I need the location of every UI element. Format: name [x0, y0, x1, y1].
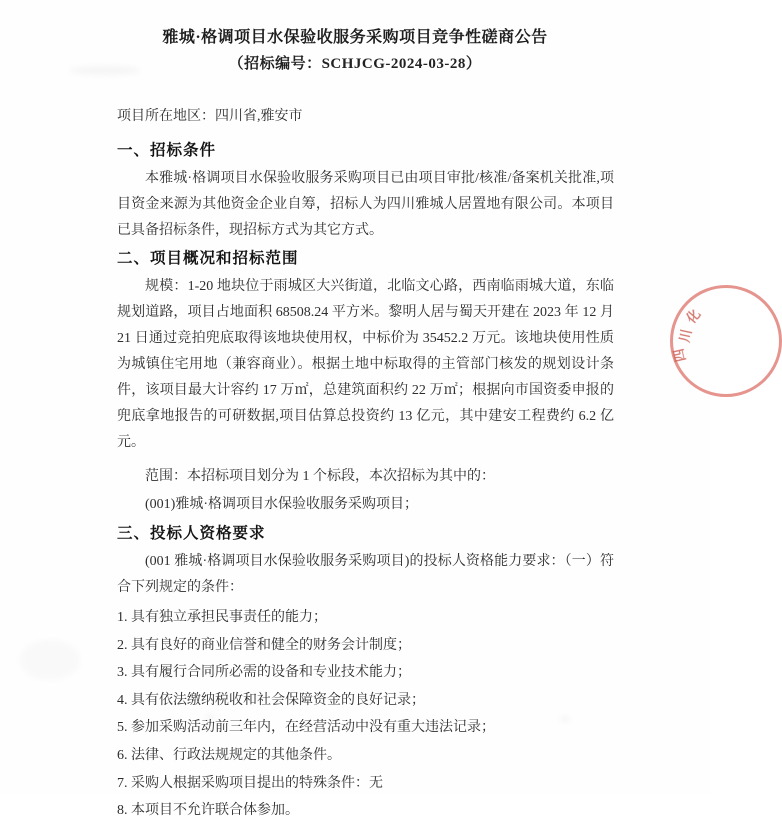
seal-character: 四	[670, 347, 689, 364]
document-body	[117, 104, 614, 825]
scan-smudge	[560, 716, 570, 722]
section-heading-1: 一、招标条件	[117, 142, 217, 159]
seal-character: 化	[683, 306, 704, 326]
requirement-item: 6. 法律、行政法规规定的其他条件。	[117, 747, 341, 763]
section-2-lot-line: (001)雅城·格调项目水保验收服务采购项目；	[145, 497, 418, 512]
requirement-item: 8. 本项目不允许联合体参加。	[117, 803, 299, 819]
scan-smudge	[70, 66, 140, 75]
scan-smudge	[20, 640, 80, 680]
requirement-item: 5. 参加采购活动前三年内，在经营活动中没有重大违法记录；	[117, 720, 495, 736]
section-3-intro-paragraph: (001 雅城·格调项目水保验收服务采购项目)的投标人资格能力要求：（一）符合下列规定的条件：	[117, 554, 614, 595]
qualification-requirements-list	[117, 604, 614, 825]
requirement-item: 2. 具有良好的商业信誉和健全的财务会计制度；	[117, 637, 411, 653]
document-title: 雅城·格调项目水保验收服务采购项目竞争性磋商公告	[162, 29, 548, 46]
section-2-scope-line: 范围：本招标项目划分为 1 个标段，本次招标为其中的：	[145, 469, 495, 484]
tender-number: （招标编号：SCHJCG-2024-03-28）	[228, 56, 482, 72]
requirement-item: 4. 具有依法缴纳税收和社会保障资金的良好记录；	[117, 692, 425, 708]
requirement-item: 1. 具有独立承担民事责任的能力；	[117, 610, 327, 625]
requirement-item: 3. 具有履行合同所必需的设备和专业技术能力；	[117, 665, 411, 681]
requirement-item: 7. 采购人根据采购项目提出的特殊条件：无	[117, 775, 383, 791]
section-heading-3: 三、投标人资格要求	[117, 525, 266, 542]
seal-character: 川	[676, 327, 695, 344]
project-location: 项目所在地区：四川省,雅安市	[117, 109, 303, 124]
section-1-paragraph: 本雅城·格调项目水保验收服务采购项目已由项目审批/核准/备案机关批准,项目资金来源为其他资金企业自筹，招标人为四川雅城人居置地有限公司。本项目已具备招标条件，现招标方式为其它方式。	[117, 171, 614, 238]
section-heading-2: 二、项目概况和招标范围	[117, 250, 299, 267]
section-2-scale-paragraph: 规模：1-20 地块位于雨城区大兴街道，北临文心路，西南临雨城大道，东临规划道路，项目占地面积 68508.24 平方米。黎明人居与蜀天开建在 2023 年 12 月 21 日通过竞拍兜底取得该地块使用权，中标价为 35452.2 万元。该地块使用性质为城镇住宅用地（兼容商业）。根据土地中标取得的主管部门核发的规划设计条件，该项目最大计容约 17 万㎡，总建筑面积约 22 万㎡；根据向市国资委申报的兜底拿地报告的可研数据,项目估算总投资约 13 亿元，其中建安工程费约 6.2 亿元。	[117, 279, 614, 450]
scan-smudge	[205, 714, 215, 720]
